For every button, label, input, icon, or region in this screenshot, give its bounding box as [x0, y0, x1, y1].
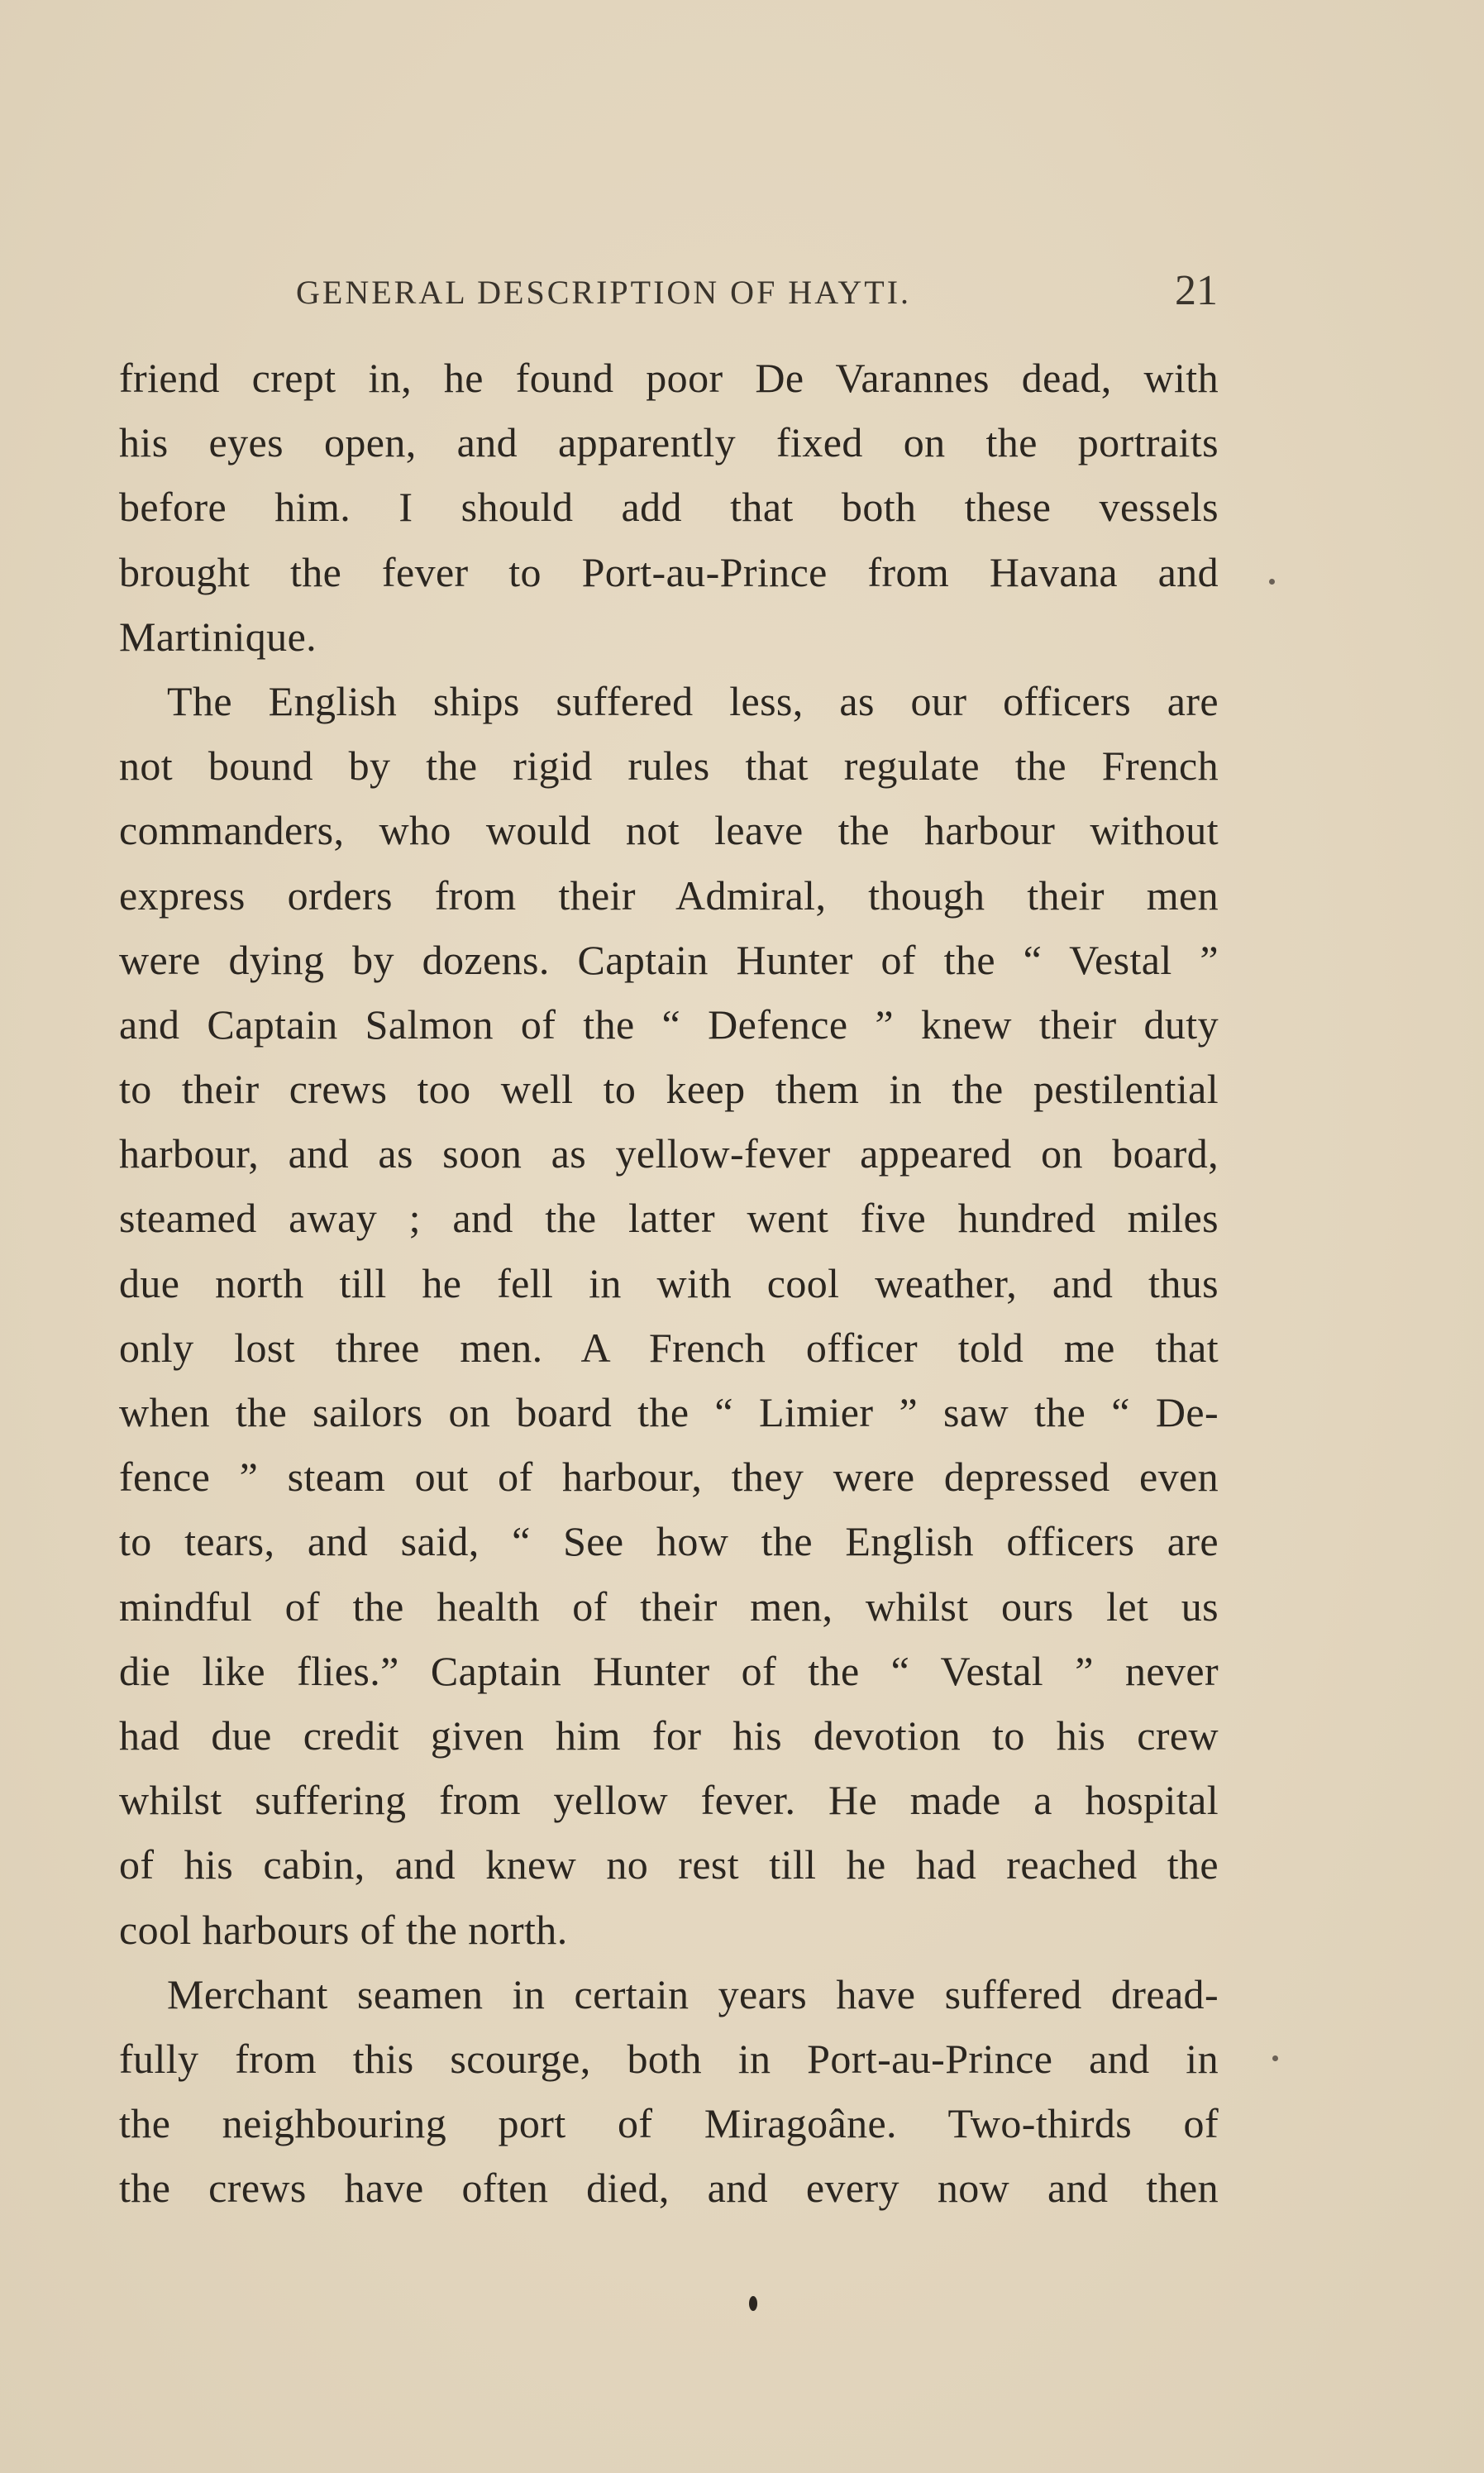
text-line: the neighbouring port of Miragoâne. Two-thirds of [119, 2100, 1219, 2147]
text-line: his eyes open, and apparently fixed on the portraits [119, 419, 1219, 466]
text-line: brought the fever to Port-au-Prince from Havana and [119, 548, 1219, 595]
text-line: fence ” steam out of harbour, they were depressed even [119, 1454, 1219, 1501]
text-line: had due credit given him for his devotion to his crew [119, 1712, 1219, 1759]
text-line: mindful of the health of their men, whilst ours let us [119, 1583, 1219, 1630]
text-line: to tears, and said, “ See how the English officers are [119, 1518, 1219, 1565]
running-head [296, 266, 1218, 324]
text-line: not bound by the rigid rules that regulate the French [119, 742, 1219, 790]
text-line: Martinique. [119, 613, 317, 660]
text-line: to their crews too well to keep them in the pestilential [119, 1066, 1219, 1113]
text-line: were dying by dozens. Captain Hunter of the “ Vestal ” [119, 936, 1219, 983]
text-line: whilst suffering from yellow fever. He made a hospital [119, 1777, 1219, 1824]
speck-mark [1272, 2055, 1278, 2061]
text-line: when the sailors on board the “ Limier ” saw the “ De- [119, 1389, 1219, 1435]
paragraph [119, 669, 1219, 1962]
text-line: steamed away ; and the latter went five hundred miles [119, 1195, 1219, 1242]
speck-mark [1269, 579, 1275, 585]
text-line: The English ships suffered less, as our officers are [167, 677, 1219, 724]
text-line: friend crept in, he found poor De Varannes dead, with [119, 355, 1219, 401]
text-line: and Captain Salmon of the “ Defence ” knew their duty [119, 1000, 1219, 1048]
text-line: due north till he fell in with cool weather, and thus [119, 1259, 1219, 1306]
text-line: harbour, and as soon as yellow-fever appeared on board, [119, 1130, 1219, 1177]
text-line: express orders from their Admiral, though their men [119, 871, 1219, 919]
running-title: GENERAL DESCRIPTION OF HAYTI. [296, 274, 912, 311]
text-line: fully from this scourge, both in Port-au-Prince and in [119, 2035, 1219, 2082]
text-line: of his cabin, and knew no rest till he had reached the [119, 1841, 1219, 1888]
text-line: only lost three men. A French officer told me that [119, 1324, 1219, 1371]
paragraph [119, 346, 1219, 669]
text-line: the crews have often died, and every now and then [119, 2165, 1219, 2212]
body-text [119, 346, 1219, 2220]
page-number: 21 [1175, 267, 1218, 314]
text-line: die like flies.” Captain Hunter of the “ Vestal ” never [119, 1647, 1219, 1694]
text-line: commanders, who would not leave the harbour without [119, 807, 1219, 854]
text-line: before him. I should add that both these vessels [119, 484, 1219, 531]
text-line: cool harbours of the north. [119, 1906, 568, 1953]
ink-dot [749, 2296, 757, 2311]
text-line: Merchant seamen in certain years have suffered dread- [167, 1970, 1219, 2017]
paragraph [119, 1962, 1219, 2221]
